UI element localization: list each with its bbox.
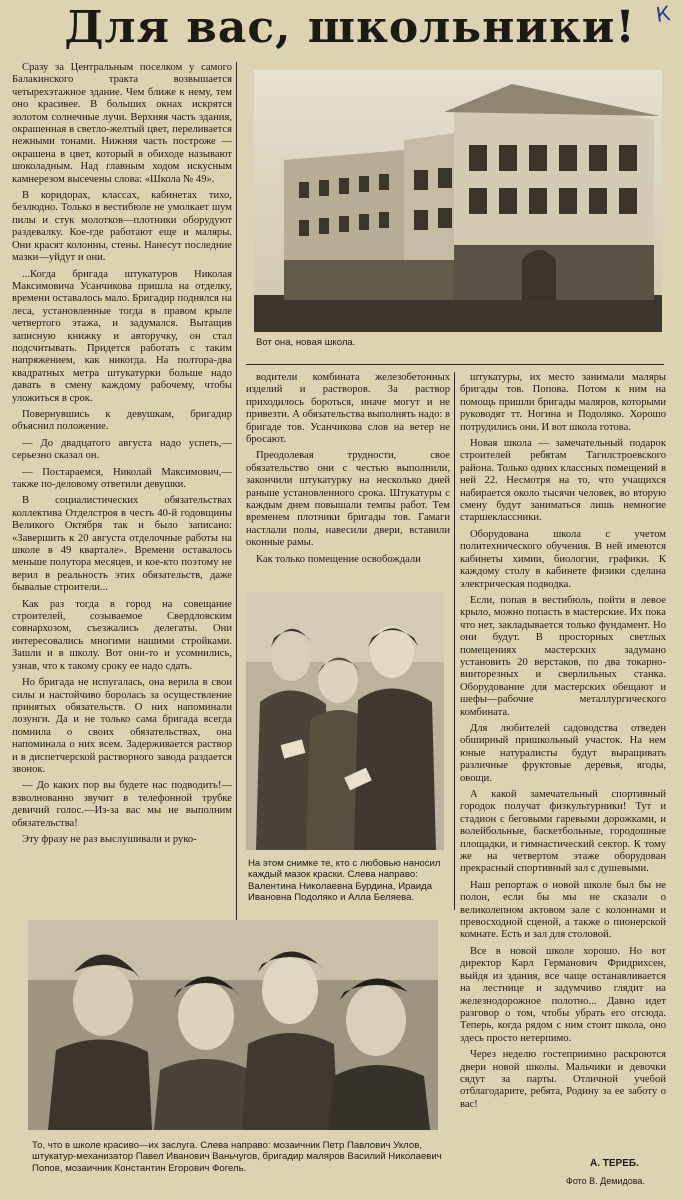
paragraph: Новая школа — замечательный подарок строителей ребятам Тагилстроевского района. Только одних классных помещений в ней 22. Несмотря на то, что учащихся набирается около тысячи человек, во вторую смену будут заниматься лишь немногие старшеклассники. bbox=[460, 438, 666, 524]
builders-men-photo bbox=[28, 920, 438, 1130]
paragraph: Через неделю гостеприимно раскроются двери новой школы. Мальчики и девочки сядут за парты. Отличной учебой отблагодарите, ребята, Родину за ее заботу о вас! bbox=[460, 1049, 666, 1110]
paragraph: Повернувшись к девушкам, бригадир объяснил положение. bbox=[12, 408, 232, 433]
paragraph: Эту фразу не раз выслушивали и руко- bbox=[22, 833, 197, 845]
paragraph: Но бригада не испугалась, она верила в свои силы и настойчиво боролась за осуществление принятых обязательств. О них напоминали лозунги. Да и не только сама бригада всегда помнила о своих обязательствах, она напоминала о них всем. Задерживается раствор и в диспетчерской растворного завода раздается звонок. bbox=[12, 677, 232, 775]
section-rule bbox=[246, 364, 664, 365]
paragraph: — Постараемся, Николай Максимович,— также по-деловому ответили девушки. bbox=[12, 466, 232, 490]
paragraph: — До двадцатого августа надо успеть,— серьезно сказал он. bbox=[12, 437, 232, 462]
paragraph: Наш репортаж о новой школе был бы не полон, если бы мы не сказали о великолепном актовом зале с колоннами и превосходной сценой, а также о пионерской комнате. Есть и зал для столовой. bbox=[460, 879, 666, 941]
article-column-2 bbox=[246, 372, 450, 590]
photo-credit: Фото В. Демидова. bbox=[566, 1176, 645, 1186]
paragraph: водители комбината железобетонных изделий и растворов. За раствор приходилось бороться, иначе могут и не привезти. А обязательства выполнять надо: в бригаде тов. Усанчикова слов на ветер не бросают. bbox=[246, 372, 450, 446]
paragraph: штукатуры, их место занимали маляры бригады тов. Попова. Потом к ним на помощь пришли бригады маляров, которыми руководят тт. Ногина и Подоляко. Хорошо потрудились они. И вот школа готова. bbox=[460, 372, 666, 433]
school-building-photo bbox=[254, 70, 662, 332]
paragraph: ...Когда бригада штукатуров Николая Максимовича Усанчикова пришла на отделку, времени оставалось мало. Бригадир поднялся на леса, установленные тогда в правом крыле четвертого этажа, и задумался. Вытащив записную книжку и авторучку, он стал подсчитывать. Придется работать с таким напряжением, как никогда. На полтора-два квадратных метра штукатурки больше надо давать в смену каждому рабочему, чтобы уложиться в срок. bbox=[12, 268, 232, 404]
photo-caption-men: То, что в школе красиво—их заслуга. Слева направо: мозаичник Петр Павлович Уклов, штукатур-механизатор Павел Иванович Ваньчугов, бригадир маляров Василий Николаевич Попов, мозаичник Константин Егорович Фогель. bbox=[32, 1140, 442, 1174]
headline: Для вас, школьники! bbox=[64, 2, 636, 53]
paragraph: Преодолевая трудности, свое обязательство они с честью выполнили, закончили штукатурку на несколько дней раньше установленного срока. Штукатуры с каждым днем повышали темпы работ. Тем временем плотники бригады тов. Гамаги настлали полы, навесили двери, вставили оконные рамы. bbox=[246, 450, 450, 549]
paragraph: А какой замечательный спортивный городок получат физкультурники! Тут и стадион с беговыми гаревыми дорожками, и волейбольные, баскетбольные, городошные площадки, и гимнастический сектор. К тому же на четвертом этаже оборудован прекрасный спортивный зал с душевыми. bbox=[460, 789, 666, 875]
photo-caption-school: Вот она, новая школа. bbox=[256, 337, 356, 348]
paragraph: В коридорах, классах, кабинетах тихо, безлюдно. Только в вестибюле не умолкает шум пилы и стук молотков—плотники оборудуют раздевалку. Кое-где работают еще и маляры. Они красят колонны, стены. Нанесут последние мазки—уйдут и они. bbox=[12, 190, 232, 264]
article-column-3 bbox=[460, 372, 666, 1182]
paragraph: Как раз тогда в город на совещание строителей, созываемое Свердловским совнархозом, съезжались делегаты. Они интересовались многими нашими стройками. Зашли и в школу. Вот они-то и усомнились, узнав, что к такому сроку ее надо сдать. bbox=[12, 598, 232, 672]
paragraph: — До каких пор вы будете нас подводить!—взволнованно звучит в телефонной трубке девичий голос.—Из-за вас мы не выполним обязательства! bbox=[12, 780, 232, 829]
column-rule bbox=[454, 372, 455, 910]
paragraph: Сразу за Центральным поселком у самого Балакинского тракта возвышается четырехэтажное здание. Чем ближе к нему, тем оно красивее. В больших окнах искрятся золотом солнечные лучи. Верхняя часть здания, окрашенная в светло-желтый цвет, переливается нежными тонами. Нижняя часть построже — окрашена в цвет, который в обиходе называют шоколадным. Над главным ходом искусным камнерезом высечены слова: «Школа № 49». bbox=[12, 62, 232, 185]
author-signature: А. ТЕРЕБ. bbox=[590, 1158, 639, 1169]
article-column-1 bbox=[12, 62, 232, 924]
paragraph: Как только помещение освобождали bbox=[256, 553, 421, 565]
paragraph: В социалистических обязательствах коллектива Отделстроя в честь 40-й годовщины Великого Октября так и было записано: «Завершить к 20 августа отделочные работы на школе в 49 квартале». Времени оставалось меньше полутора месяцев, и кое-кто поэтому не верил в реальность этих обязательств, даже бывалые строители... bbox=[12, 495, 232, 594]
paragraph: Все в новой школе хорошо. Но вот директор Карл Германович Фридрихсен, выйдя из здания, все чаще останавливается на лестнице и задумчиво глядит на железнодорожное полотно... Давно идет разговор о том, чтобы убрать его отсюда. Теперь, когда рядом с ним стоит школа, оно здесь просто нетерпимо. bbox=[460, 945, 666, 1044]
photo-caption-girls: На этом снимке те, кто с любовью наносил каждый мазок краски. Слева направо: Валентина Николаевна Бурдина, Ираида Ивановна Подоляко и Алла Беляева. bbox=[248, 858, 441, 904]
paragraph: Если, попав в вестибюль, пойти в левое крыло, можно попасть в мастерские. Их пока что нет, закладывается только фундамент. Но они будут. В просторных светлых помещениях мастерских задумано установить 20 верстаков, по два токарно-винторезных и сверлильных станка. Оборудование для мастерских обещают и шефы—рабочие металлургического комбината. bbox=[460, 594, 666, 718]
paragraph: Оборудована школа с учетом политехнического обучения. В ней имеются кабинеты химии, биологии, графики. К каждому столу в кабинете физики сделана электрическая подводка. bbox=[460, 528, 666, 590]
handwritten-mark: К bbox=[654, 1, 672, 27]
column-rule bbox=[236, 62, 237, 924]
painters-girls-photo bbox=[246, 592, 444, 850]
paragraph: Для любителей садоводства отведен обширный пришкольный участок. На нем юные натуралисты будут выращивать различные фруктовые деревья, ягоды, овощи. bbox=[460, 722, 666, 784]
